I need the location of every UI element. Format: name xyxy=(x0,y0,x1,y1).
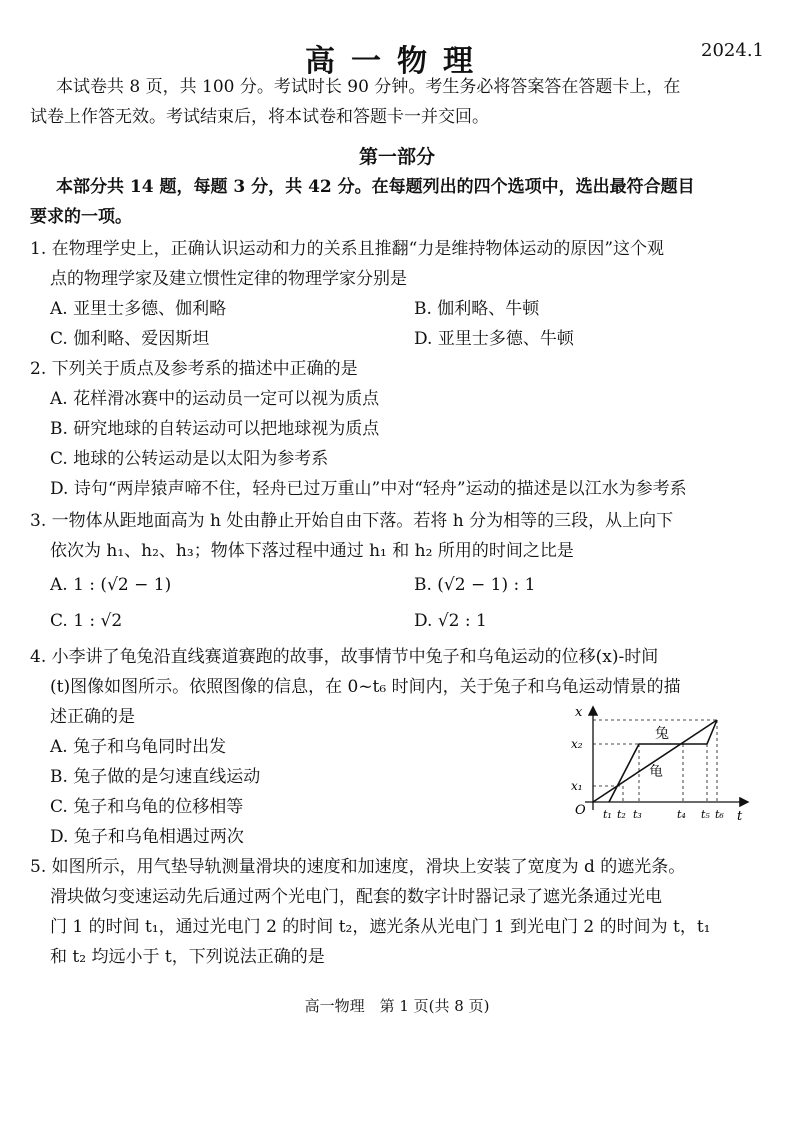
exam-date: 2024.1 xyxy=(701,40,764,61)
q1-option-b: B. 伽利略、牛顿 xyxy=(414,299,540,319)
q1-line-2: 点的物理学家及建立惯性定律的物理学家分别是 xyxy=(50,269,407,289)
xlabel-t3: t₃ xyxy=(633,808,642,821)
q2-option-c: C. 地球的公转运动是以太阳为参考系 xyxy=(50,449,329,469)
q4-line-3: 述正确的是 xyxy=(50,707,135,727)
q1-line-1: 1. 在物理学史上，正确认识运动和力的关系且推翻“力是维持物体运动的原因”这个观 xyxy=(30,239,665,259)
q3-line-1: 3. 一物体从距地面高为 h 处由静止开始自由下落。若将 h 分为相等的三段，从上向下 xyxy=(30,511,674,531)
turtle-label: 龟 xyxy=(649,764,663,780)
page-title: 高一物理 xyxy=(305,44,489,79)
q3-option-a: A. 1 : (√2 − 1) xyxy=(50,575,172,595)
axis-y-label: x xyxy=(575,705,583,720)
q2-option-a: A. 花样滑冰赛中的运动员一定可以视为质点 xyxy=(50,389,380,409)
section-desc-2: 要求的一项。 xyxy=(30,207,132,227)
page-footer: 高一物理 第 1 页(共 8 页) xyxy=(304,997,490,1015)
q5-line-3: 门 1 的时间 t₁，通过光电门 2 的时间 t₂，遮光条从光电门 1 到光电门 2 的时间为 t，t₁ xyxy=(50,917,711,937)
xt-graph xyxy=(565,702,755,832)
q2-line-1: 2. 下列关于质点及参考系的描述中正确的是 xyxy=(30,359,358,379)
q4-line-2: (t)图像如图所示。依照图像的信息，在 0~t₆ 时间内，关于兔子和乌龟运动情景的描 xyxy=(50,677,681,697)
q1-option-d: D. 亚里士多德、牛顿 xyxy=(414,329,574,349)
q4-option-d: D. 兔子和乌龟相遇过两次 xyxy=(50,827,244,847)
q4-option-c: C. 兔子和乌龟的位移相等 xyxy=(50,797,244,817)
q5-line-1: 5. 如图所示，用气垫导轨测量滑块的速度和加速度，滑块上安装了宽度为 d 的遮光条。 xyxy=(30,857,686,877)
q4-option-a: A. 兔子和乌龟同时出发 xyxy=(50,737,227,757)
section-desc-1: 本部分共 14 题，每题 3 分，共 42 分。在每题列出的四个选项中，选出最符合题目 xyxy=(56,177,695,197)
q4-line-1: 4. 小李讲了龟兔沿直线赛道赛跑的故事，故事情节中兔子和乌龟运动的位移(x)-时间 xyxy=(30,647,659,667)
q4-option-b: B. 兔子做的是匀速直线运动 xyxy=(50,767,261,787)
section-title: 第一部分 xyxy=(358,146,435,168)
xlabel-t6: t₆ xyxy=(715,808,724,821)
xlabel-t2: t₂ xyxy=(617,808,626,821)
intro-line-2: 试卷上作答无效。考试结束后，将本试卷和答题卡一并交回。 xyxy=(30,107,489,127)
intro-line-1: 本试卷共 8 页，共 100 分。考试时长 90 分钟。考生务必将答案答在答题卡上，在 xyxy=(56,77,681,97)
xlabel-t1: t₁ xyxy=(603,808,612,821)
xlabel-t4: t₄ xyxy=(677,808,686,821)
q2-option-d: D. 诗句“两岸猿声啼不住，轻舟已过万重山”中对“轻舟”运动的描述是以江水为参考系 xyxy=(50,479,687,499)
xlabel-t5: t₅ xyxy=(701,808,710,821)
q1-option-a: A. 亚里士多德、伽利略 xyxy=(50,299,227,319)
origin-label: O xyxy=(575,803,586,818)
rabbit-label: 兔 xyxy=(655,726,669,742)
q3-line-2: 依次为 h₁、h₂、h₃；物体下落过程中通过 h₁ 和 h₂ 所用的时间之比是 xyxy=(50,541,574,561)
ylabel-x2: x₂ xyxy=(571,737,583,751)
q5-line-2: 滑块做匀变速运动先后通过两个光电门，配套的数字计时器记录了遮光条通过光电 xyxy=(50,887,662,907)
q3-option-d: D. √2 : 1 xyxy=(414,611,487,631)
ylabel-x1: x₁ xyxy=(571,779,583,793)
q3-option-b: B. (√2 − 1) : 1 xyxy=(414,575,536,595)
axis-x-label: t xyxy=(737,809,743,824)
q1-option-c: C. 伽利略、爱因斯坦 xyxy=(50,329,210,349)
q2-option-b: B. 研究地球的自转运动可以把地球视为质点 xyxy=(50,419,380,439)
q3-option-c: C. 1 : √2 xyxy=(50,611,123,631)
q5-line-4: 和 t₂ 均远小于 t，下列说法正确的是 xyxy=(50,947,325,967)
